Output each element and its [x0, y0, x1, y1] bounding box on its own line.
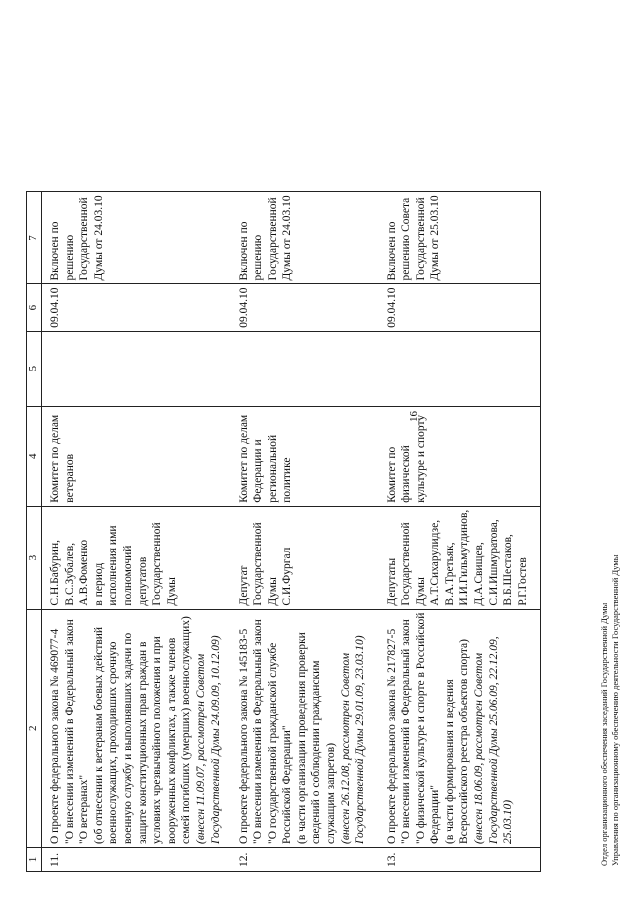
column-5-cell — [379, 331, 541, 406]
date-cell: 09.04.10 — [231, 284, 379, 331]
text-line: военную службу и выполнявших задачи по — [121, 632, 134, 844]
text-line: Государственной — [414, 197, 427, 281]
column-header-5: 5 — [27, 331, 42, 406]
row-number: 13. — [379, 848, 541, 872]
text-line: (в части формирования и ведения — [443, 679, 456, 844]
text-line: О проекте федерального закона № 469077-4 — [49, 628, 61, 844]
text-line: исполнения ими — [107, 525, 120, 606]
text-line: С.Н.Бабурин, — [49, 540, 61, 606]
text-line: (внесен 26.12.08, рассмотрен Советом — [339, 652, 352, 844]
text-line: В.Б.Шестаков, — [502, 534, 515, 606]
text-line: региональной — [266, 434, 279, 503]
decision-cell — [379, 192, 541, 284]
text-line: Депутат — [237, 565, 250, 606]
bill-authors — [379, 506, 541, 609]
text-line: вооруженных конфликтах, а также членов — [165, 637, 178, 844]
column-5-cell — [231, 331, 379, 406]
text-line: (внесен 11.09.07, рассмотрен Советом — [194, 653, 207, 844]
text-line: А.Т.Сихарулидзе, — [429, 519, 442, 606]
column-header-2: 2 — [27, 609, 42, 847]
text-line: физической — [400, 445, 413, 503]
text-line: Думы от 25.03.10 — [429, 195, 442, 281]
text-line: Депутаты — [385, 557, 398, 606]
text-line: 25.03.10) — [502, 799, 515, 844]
bill-title — [379, 609, 541, 847]
table-row — [42, 192, 231, 872]
text-line: Включен по — [237, 221, 250, 281]
date-cell: 09.04.10 — [42, 284, 231, 331]
text-line: "О внесении изменений в Федеральный закон — [400, 619, 413, 844]
header-row — [27, 192, 42, 872]
text-line: (об отнесении к ветеранам боевых действий — [92, 626, 105, 844]
responsible-committee — [231, 406, 379, 506]
text-line: защите конституционных прав граждан в — [136, 641, 149, 844]
text-line: Государственной — [252, 522, 265, 606]
text-line: ветеранов — [63, 453, 76, 503]
text-line: "О ветеранах" — [78, 774, 91, 844]
page-number: 16 — [408, 411, 420, 422]
bill-title — [42, 609, 231, 847]
text-line: Д.А.Свищев, — [473, 542, 486, 606]
text-line: Включен по — [385, 221, 398, 281]
text-line: решению Совета — [400, 197, 413, 281]
text-line: В.А.Третьяк, — [443, 542, 456, 606]
text-line: Думы — [414, 577, 427, 606]
bill-title — [231, 609, 379, 847]
text-line: О проекте федерального закона № 145183-5 — [237, 628, 250, 844]
agenda-table — [26, 191, 541, 872]
column-header-3: 3 — [27, 506, 42, 609]
text-line: сведений о соблюдении гражданским — [310, 660, 323, 844]
text-line: Всероссийского реестра объектов спорта) — [458, 639, 471, 844]
text-line: "О внесении изменений в Федеральный закон — [63, 619, 76, 844]
text-line: Комитет по делам — [237, 414, 250, 503]
text-line: Государственной Думы 25.06.09, 22.12.09, — [487, 636, 500, 844]
column-header-7: 7 — [27, 192, 42, 284]
text-line: Думы — [165, 577, 178, 606]
text-line: Государственной — [266, 197, 279, 281]
responsible-committee — [379, 406, 541, 506]
text-line: решению — [252, 234, 265, 281]
text-line: О проекте федерального закона № 217827-5 — [385, 628, 398, 844]
text-line: Государственной Думы 29.01.09, 23.03.10) — [354, 635, 367, 844]
row-number: 11. — [42, 848, 231, 872]
text-line: Государственной — [400, 522, 413, 606]
text-line: условиях чрезвычайного положения и при — [151, 636, 164, 844]
text-line: служащим запретов) — [325, 742, 338, 844]
column-5-cell — [42, 331, 231, 406]
table-row — [231, 192, 379, 872]
text-line: Государственной Думы 24.09.09, 10.12.09) — [209, 635, 222, 844]
date-cell: 09.04.10 — [379, 284, 541, 331]
table-row — [379, 192, 541, 872]
decision-cell — [42, 192, 231, 284]
footer — [599, 555, 621, 866]
text-line: Федерации" — [429, 784, 442, 844]
text-line: Думы от 24.03.10 — [92, 195, 105, 281]
bill-authors — [231, 506, 379, 609]
footer-line-2: Управления по организационному обеспечению деятельности Государственной Думы — [610, 554, 620, 866]
text-line: Думы — [266, 577, 279, 606]
text-line: в период — [92, 562, 105, 606]
footer-line-1: Отдел организационного обеспечения заседаний Государственной Думы — [599, 602, 609, 866]
column-header-4: 4 — [27, 406, 42, 506]
text-line: С.И.Ишмуратова, — [487, 519, 500, 606]
text-line: "О государственной гражданской службе — [266, 642, 279, 844]
text-line: Государственной — [151, 522, 164, 606]
text-line: Российской Федерации" — [281, 725, 294, 844]
text-line: Федерации и — [252, 439, 265, 503]
text-line: (внесен 18.06.09, рассмотрен Советом — [473, 652, 486, 844]
text-line: (в части организации проведения проверки — [295, 632, 308, 844]
text-line: решению — [63, 234, 76, 281]
column-header-1: 1 — [27, 848, 42, 872]
text-line: полномочий — [121, 545, 134, 606]
text-line: А.В.Фоменко — [78, 539, 91, 606]
text-line: военнослужащих, проходивших срочную — [107, 641, 120, 844]
text-line: Государственной — [78, 197, 91, 281]
text-line: Включен по — [49, 221, 61, 281]
text-line: депутатов — [136, 556, 149, 606]
bill-authors — [42, 506, 231, 609]
row-number: 12. — [231, 848, 379, 872]
column-header-6: 6 — [27, 284, 42, 331]
text-line: И.И.Гильмутдинов, — [458, 509, 471, 606]
text-line: Думы от 24.03.10 — [281, 195, 294, 281]
responsible-committee — [42, 406, 231, 506]
text-line: Комитет по делам — [49, 414, 61, 503]
text-line: С.И.Фургал — [281, 547, 294, 606]
text-line: Комитет по — [385, 446, 398, 503]
text-line: "О внесении изменений в Федеральный закон — [252, 619, 265, 844]
text-line: "О физической культуре и спорте в Российской — [414, 612, 427, 844]
text-line: семей погибших (умерших) военнослужащих) — [180, 616, 193, 844]
text-line: политике — [281, 457, 294, 503]
text-line: культуре и спорту — [414, 414, 427, 503]
text-line: В.С.Зубалев, — [63, 542, 76, 606]
decision-cell — [231, 192, 379, 284]
text-line: Р.Г.Гостев — [516, 557, 529, 606]
